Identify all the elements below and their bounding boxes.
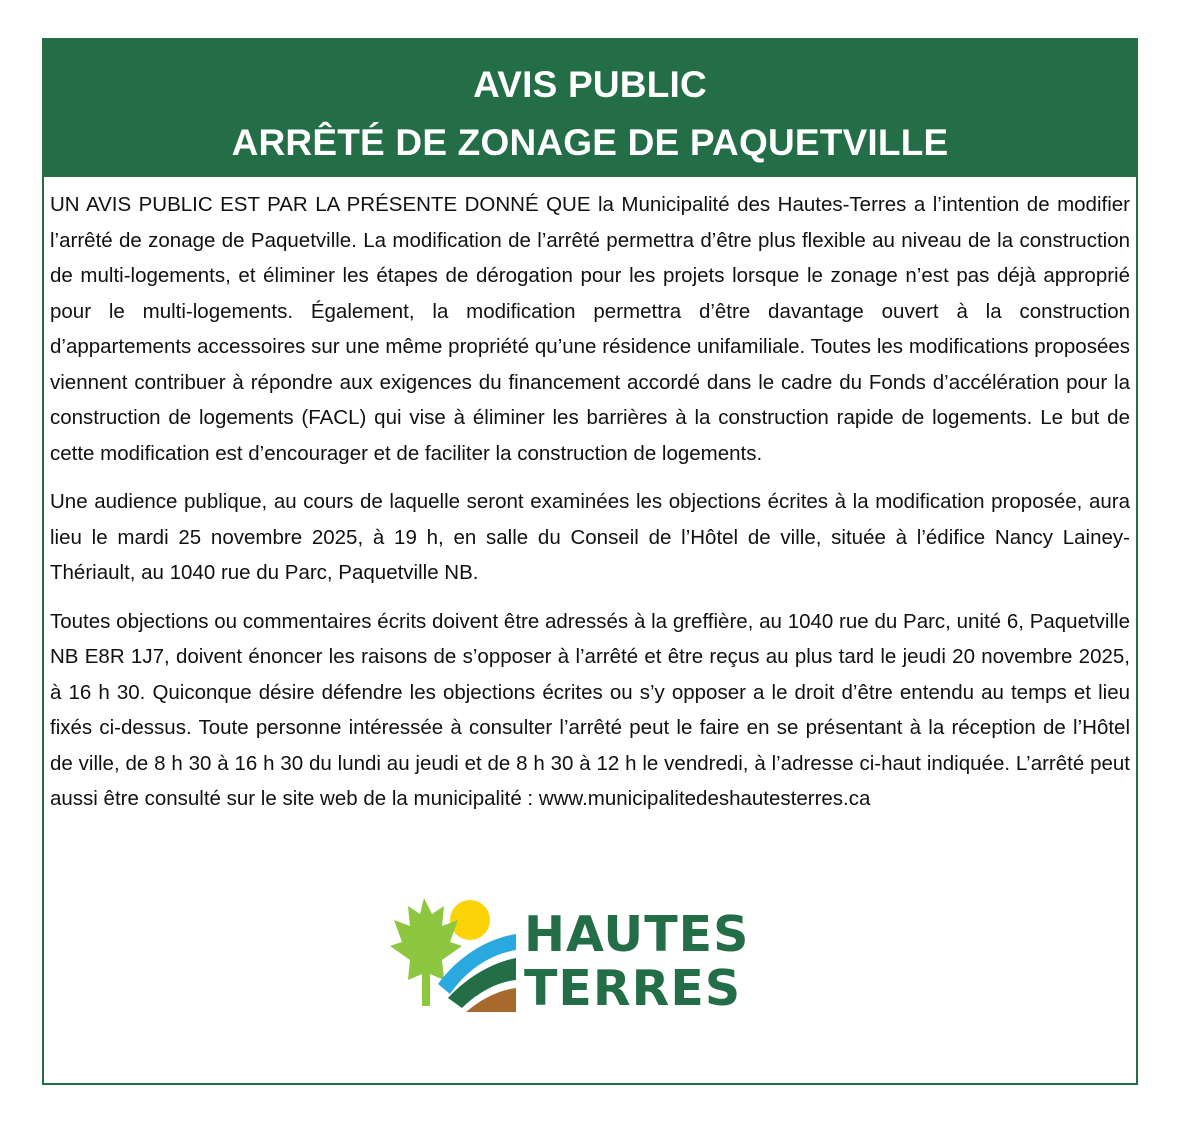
- notice-subtitle: ARRÊTÉ DE ZONAGE DE PAQUETVILLE: [231, 122, 949, 163]
- notice-title: AVIS PUBLIC: [473, 64, 707, 105]
- paragraph-hearing: Une audience publique, au cours de laquelle seront examinées les objections écrites à la modification proposée, aura lieu le mardi 25 novembre 2025, à 19 h, en salle du Conseil de l’Hôtel de ville, située à l’édifice Nancy Lainey-Thériault, au 1040 rue du Parc, Paquetville NB.: [50, 490, 1130, 584]
- notice-body: [44, 177, 1136, 817]
- paragraph-objections: Toutes objections ou commentaires écrits doivent être adressés à la greffière, au 1040 rue du Parc, unité 6, Paquetville NB E8R 1J7, doivent énoncer les raisons de s’opposer à l’arrêté et être reçus au plus tard le jeudi 20 novembre 2025, à 16 h 30. Quiconque désire défendre les objections écrites ou s’y opposer a le droit d’être entendu au temps et lieu fixés ci-dessus. Toute personne intéressée à consulter l’arrêté peut le faire en se présentant à la réception de l’Hôtel de ville, de 8 h 30 à 16 h 30 du lundi au jeudi et de 8 h 30 à 12 h le vendredi, à l’adresse ci-haut indiquée. L’arrêté peut aussi être consulté sur le site web de la municipalité : www.municipalitedeshautesterres.ca: [50, 609, 1130, 810]
- logo-word-hautes: HAUTES: [524, 906, 750, 963]
- leaf-sun-fields-icon: [372, 894, 517, 1016]
- logo-word-terres: TERRES: [524, 960, 742, 1017]
- hautes-terres-logo: [372, 894, 750, 1017]
- notice-header: [44, 40, 1136, 177]
- paragraph-intent: UN AVIS PUBLIC EST PAR LA PRÉSENTE DONNÉ QUE la Municipalité des Hautes-Terres a l’intention de modifier l’arrêté de zonage de Paquetville. La modification de l’arrêté permettra d’être plus flexible au niveau de la construction de multi-logements, et éliminer les étapes de dérogation pour les projets lorsque le zonage n’est pas déjà approprié pour le multi-logements. Également, la modification permettra d’être davantage ouvert à la construction d’appartements accessoires sur une même propriété qu’une résidence unifamiliale. Toutes les modifications proposées viennent contribuer à répondre aux exigences du financement accordé dans le cadre du Fonds d’accélération pour la construction de logements (FACL) qui vise à éliminer les barrières à la construction rapide de logements. Le but de cette modification est d’encourager et de faciliter la construction de logements.: [50, 193, 1130, 465]
